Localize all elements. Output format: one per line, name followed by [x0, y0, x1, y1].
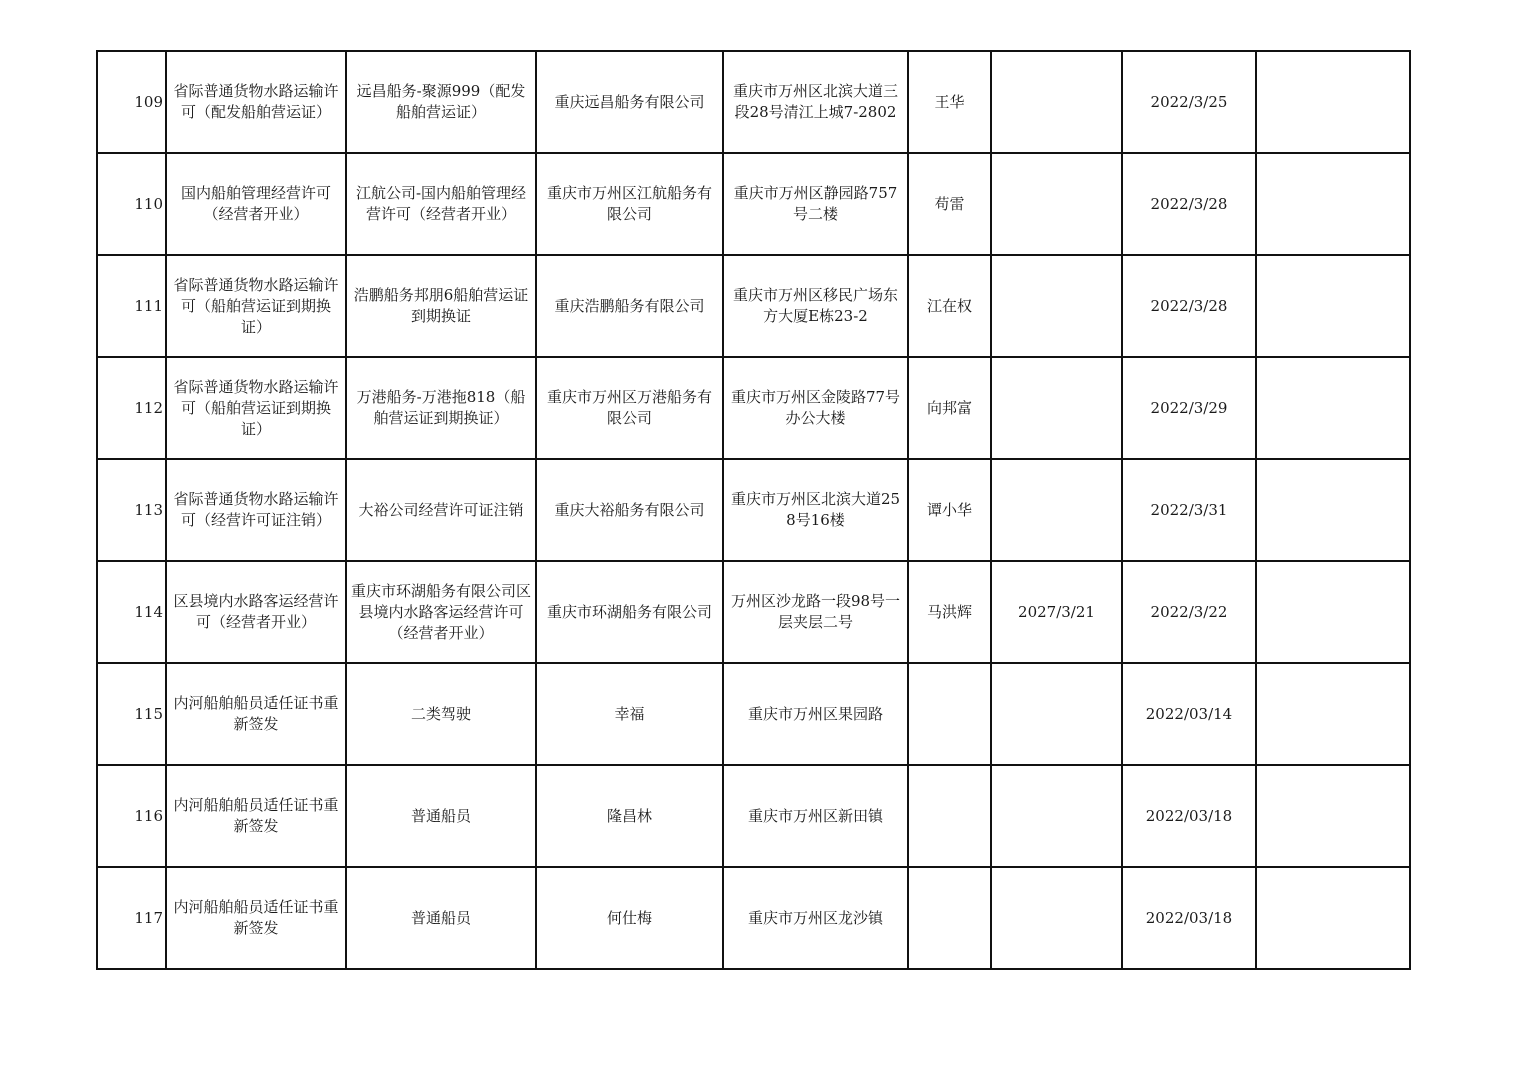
cell-note: [1256, 357, 1410, 459]
cell-expiry-date: [991, 459, 1122, 561]
cell-content: 普通船员: [346, 867, 536, 969]
cell-applicant: 重庆市万州区江航船务有限公司: [536, 153, 723, 255]
cell-license-item: 省际普通货物水路运输许可（配发船舶营运证）: [166, 51, 346, 153]
cell-note: [1256, 765, 1410, 867]
cell-content: 江航公司-国内船舶管理经营许可（经营者开业）: [346, 153, 536, 255]
cell-applicant: 重庆市万州区万港船务有限公司: [536, 357, 723, 459]
cell-license-item: 区县境内水路客运经营许可（经营者开业）: [166, 561, 346, 663]
cell-license-item: 内河船舶船员适任证书重新签发: [166, 663, 346, 765]
cell-expiry-date: [991, 357, 1122, 459]
cell-number: 111: [97, 255, 166, 357]
cell-address: 重庆市万州区北滨大道258号16楼: [723, 459, 908, 561]
cell-person: 江在权: [908, 255, 991, 357]
cell-expiry-date: [991, 867, 1122, 969]
cell-decision-date: 2022/3/25: [1122, 51, 1256, 153]
cell-number: 116: [97, 765, 166, 867]
cell-expiry-date: 2027/3/21: [991, 561, 1122, 663]
cell-decision-date: 2022/3/29: [1122, 357, 1256, 459]
cell-address: 重庆市万州区移民广场东方大厦E栋23-2: [723, 255, 908, 357]
cell-number: 117: [97, 867, 166, 969]
cell-person: [908, 663, 991, 765]
cell-applicant: 何仕梅: [536, 867, 723, 969]
cell-applicant: 重庆浩鹏船务有限公司: [536, 255, 723, 357]
table-row: [97, 663, 1410, 765]
cell-number: 109: [97, 51, 166, 153]
cell-content: 浩鹏船务邦朋6船舶营运证到期换证: [346, 255, 536, 357]
cell-applicant: 重庆大裕船务有限公司: [536, 459, 723, 561]
cell-person: 向邦富: [908, 357, 991, 459]
cell-decision-date: 2022/03/18: [1122, 765, 1256, 867]
cell-note: [1256, 51, 1410, 153]
cell-applicant: 重庆市环湖船务有限公司: [536, 561, 723, 663]
cell-note: [1256, 561, 1410, 663]
cell-license-item: 省际普通货物水路运输许可（船舶营运证到期换证）: [166, 255, 346, 357]
cell-note: [1256, 867, 1410, 969]
cell-decision-date: 2022/03/14: [1122, 663, 1256, 765]
cell-number: 113: [97, 459, 166, 561]
cell-decision-date: 2022/3/22: [1122, 561, 1256, 663]
cell-expiry-date: [991, 663, 1122, 765]
table-row: [97, 51, 1410, 153]
cell-content: 远昌船务-聚源999（配发船舶营运证）: [346, 51, 536, 153]
cell-decision-date: 2022/03/18: [1122, 867, 1256, 969]
table-row: [97, 153, 1410, 255]
cell-license-item: 省际普通货物水路运输许可（船舶营运证到期换证）: [166, 357, 346, 459]
cell-person: 马洪辉: [908, 561, 991, 663]
cell-applicant: 隆昌林: [536, 765, 723, 867]
cell-person: 苟雷: [908, 153, 991, 255]
cell-address: 重庆市万州区龙沙镇: [723, 867, 908, 969]
cell-content: 普通船员: [346, 765, 536, 867]
cell-number: 110: [97, 153, 166, 255]
cell-address: 万州区沙龙路一段98号一层夹层二号: [723, 561, 908, 663]
cell-decision-date: 2022/3/31: [1122, 459, 1256, 561]
cell-note: [1256, 459, 1410, 561]
cell-license-item: 内河船舶船员适任证书重新签发: [166, 867, 346, 969]
cell-address: 重庆市万州区金陵路77号办公大楼: [723, 357, 908, 459]
table-row: [97, 459, 1410, 561]
cell-person: [908, 765, 991, 867]
cell-address: 重庆市万州区静园路757号二楼: [723, 153, 908, 255]
cell-expiry-date: [991, 51, 1122, 153]
cell-person: 谭小华: [908, 459, 991, 561]
cell-expiry-date: [991, 153, 1122, 255]
cell-person: [908, 867, 991, 969]
cell-decision-date: 2022/3/28: [1122, 255, 1256, 357]
table-body: [97, 51, 1410, 969]
cell-note: [1256, 255, 1410, 357]
cell-note: [1256, 153, 1410, 255]
cell-address: 重庆市万州区新田镇: [723, 765, 908, 867]
cell-content: 万港船务-万港拖818（船舶营运证到期换证）: [346, 357, 536, 459]
cell-note: [1256, 663, 1410, 765]
table-row: [97, 357, 1410, 459]
cell-person: 王华: [908, 51, 991, 153]
cell-decision-date: 2022/3/28: [1122, 153, 1256, 255]
cell-address: 重庆市万州区果园路: [723, 663, 908, 765]
cell-content: 重庆市环湖船务有限公司区县境内水路客运经营许可（经营者开业）: [346, 561, 536, 663]
cell-license-item: 国内船舶管理经营许可（经营者开业）: [166, 153, 346, 255]
cell-expiry-date: [991, 255, 1122, 357]
cell-applicant: 幸福: [536, 663, 723, 765]
cell-content: 二类驾驶: [346, 663, 536, 765]
table-row: [97, 765, 1410, 867]
cell-number: 112: [97, 357, 166, 459]
cell-number: 114: [97, 561, 166, 663]
cell-license-item: 内河船舶船员适任证书重新签发: [166, 765, 346, 867]
table-row: [97, 867, 1410, 969]
table-row: [97, 255, 1410, 357]
cell-applicant: 重庆远昌船务有限公司: [536, 51, 723, 153]
table-row: [97, 561, 1410, 663]
cell-address: 重庆市万州区北滨大道三段28号清江上城7-2802: [723, 51, 908, 153]
cell-content: 大裕公司经营许可证注销: [346, 459, 536, 561]
cell-number: 115: [97, 663, 166, 765]
license-table: [96, 50, 1411, 970]
cell-license-item: 省际普通货物水路运输许可（经营许可证注销）: [166, 459, 346, 561]
cell-expiry-date: [991, 765, 1122, 867]
